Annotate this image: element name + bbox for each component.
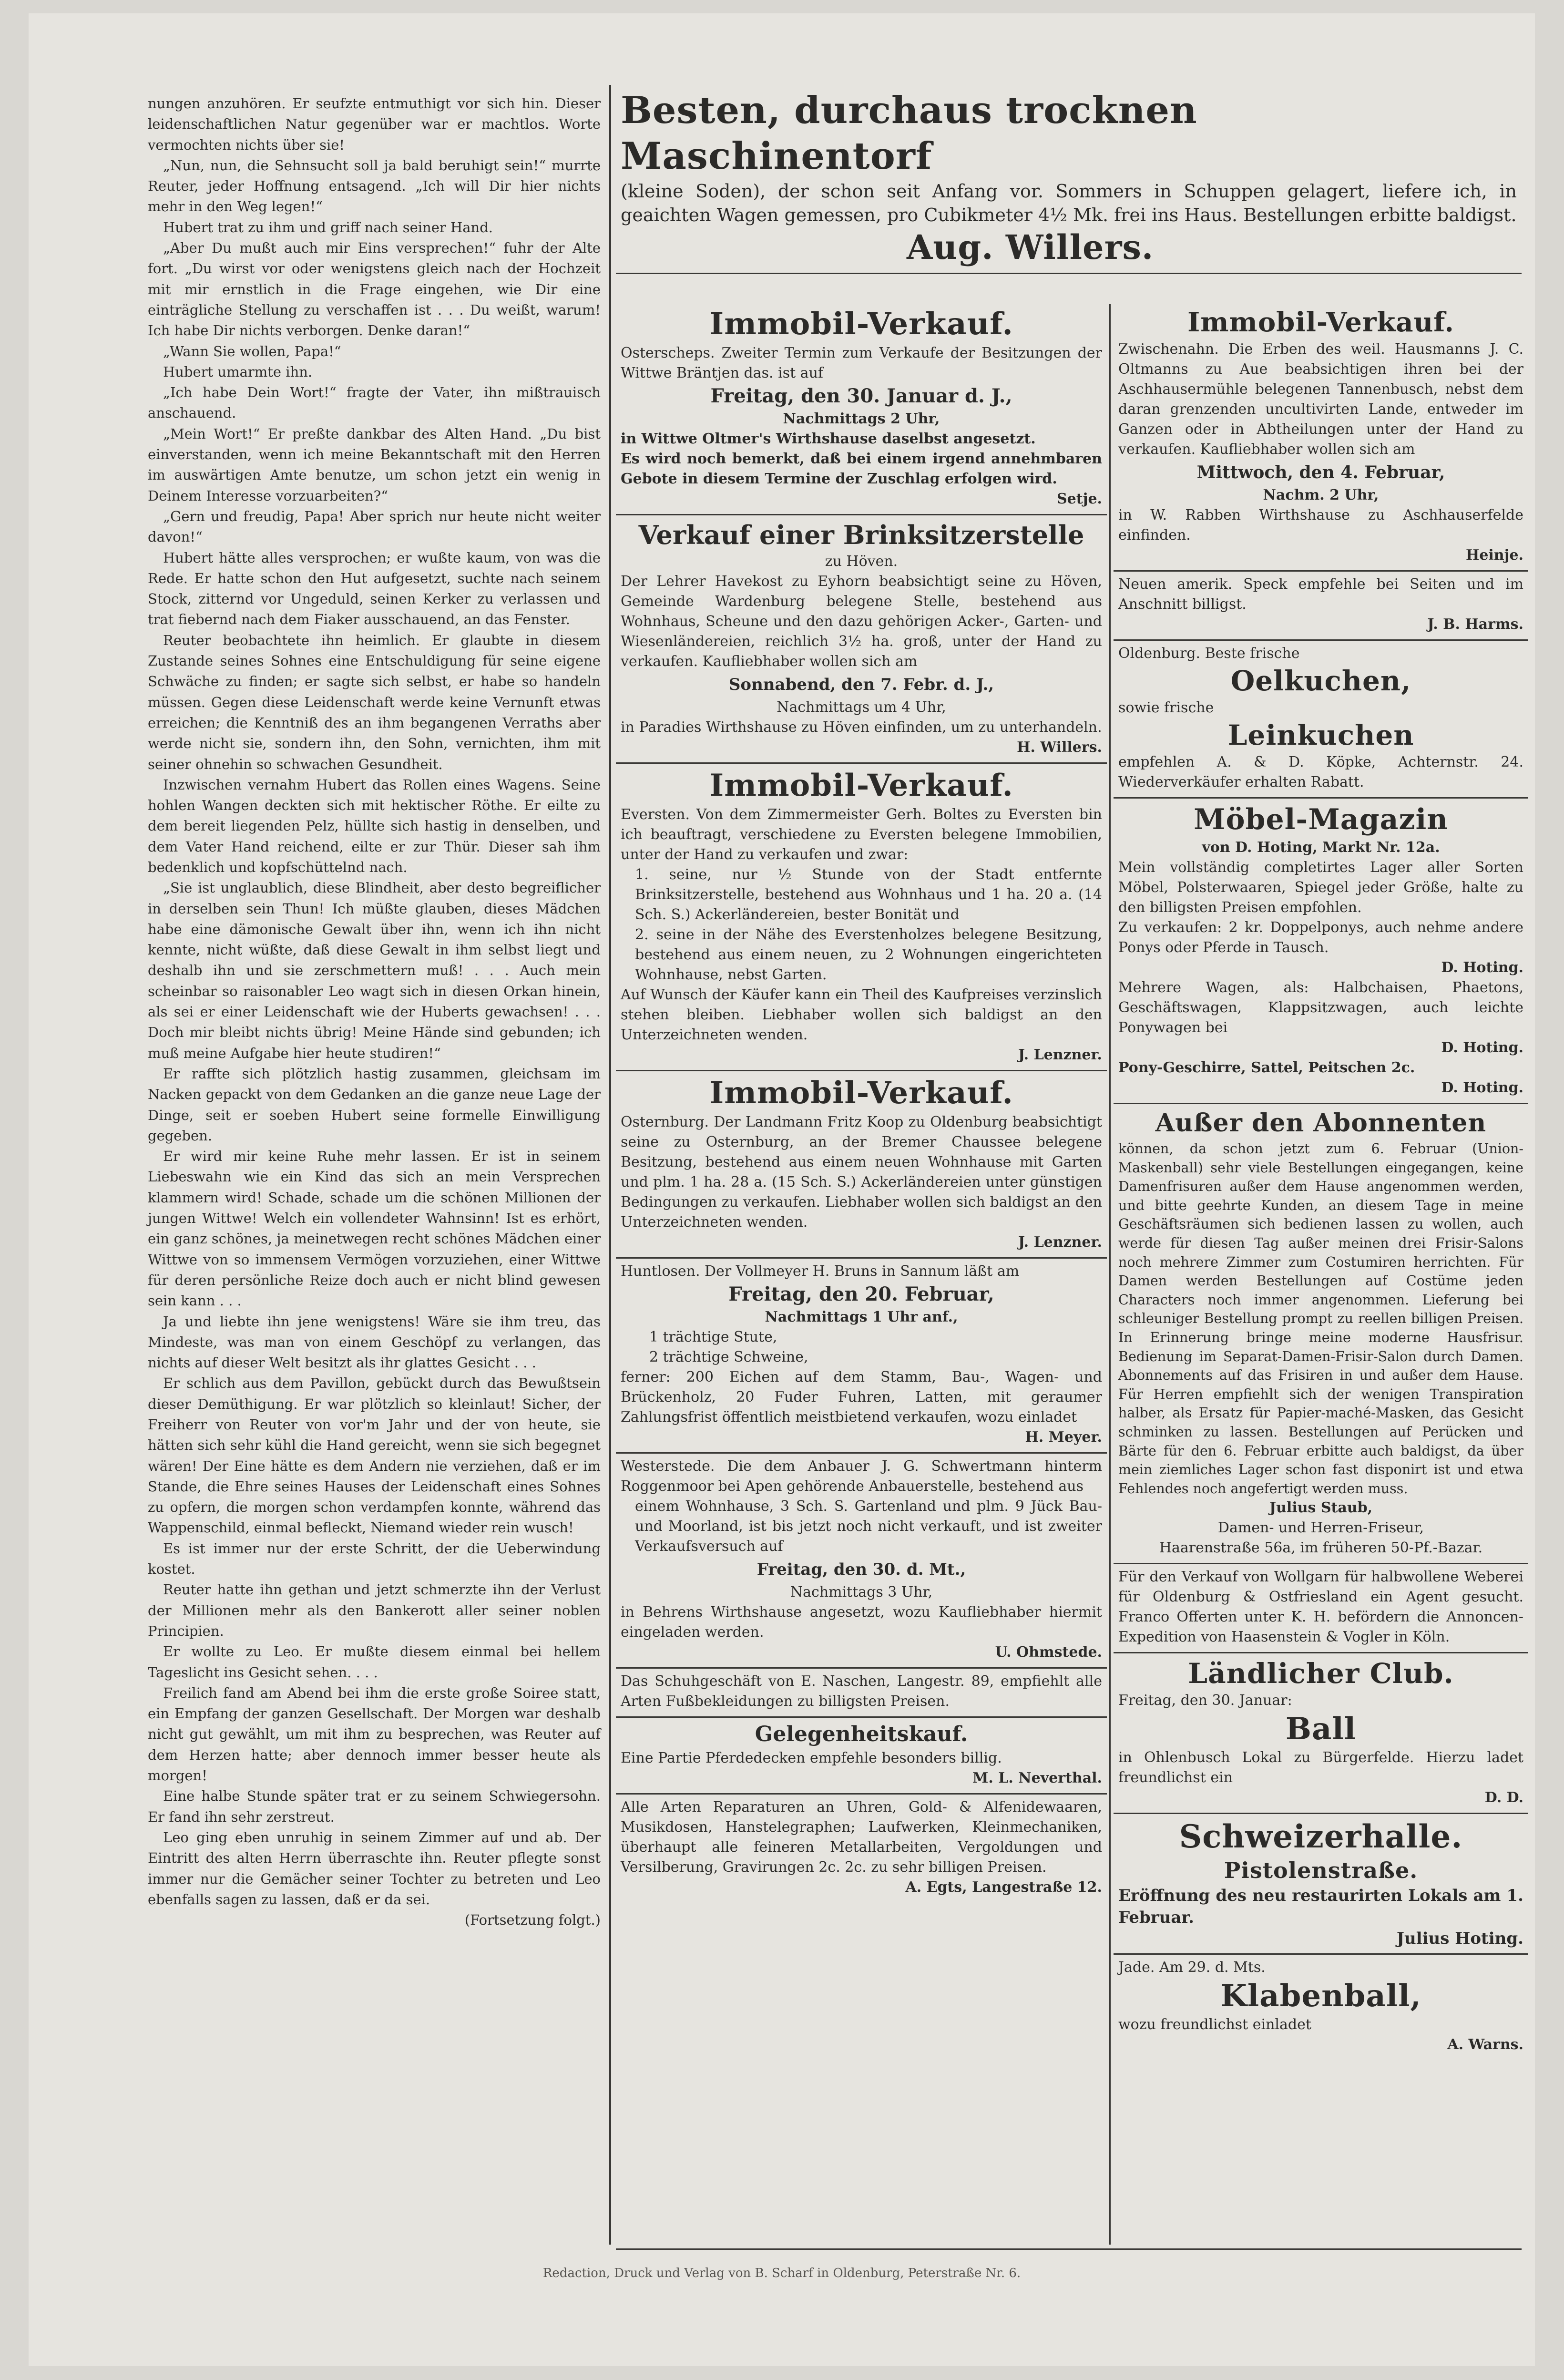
ad-time: Nachmittags 2 Uhr, <box>783 410 940 427</box>
ad-body: Eröffnung des neu restaurirten Lokals am 1. Februar. <box>1118 1886 1523 1928</box>
story-paragraph: Hubert trat zu ihm und griff nach seiner Hand. <box>163 219 493 236</box>
ad-body: Zwischenahn. Die Erben des weil. Hausmanns J. C. Oltmanns zu Aue beabsichtigen ihren bei der Aschhausermühle belegenen Tannenbusch, nebst dem daran grenzenden uncultivirten Lande, entweder im Ganzen oder in Abtheilungen unter der Hand zu verkaufen. Kaufliebhaber wollen sich am <box>1118 341 1523 458</box>
ad-body: können, da schon jetzt zum 6. Februar (Union-Maskenball) sehr viele Bestellungen eingegangen, keine Damenfrisuren außer dem Hause angenommen werden, und bitte geehrte Kunden, an diesem Tage in meine Geschäftsräumen sich bedienen lassen zu wollen, auch werde für diesen Tag außer meinen drei Frisir-Salons noch mehrere Zimmer zum Costumiren herrichten. Für Damen werden Bestellungen auf Costüme jeden Characters noch immer angenommen. Lieferung bei schleuniger Bestellung prompt zu reellen billigen Preisen. In Erinnerung bringe meine moderne Hausfrisur. Bedienung im Separat-Damen-Frisir-Salon durch Damen. Abonnements auf das Frisiren in und außer dem Hause. Für Herren empfiehlt sich der wenigen Transpiration halber, als Ersatz für Papier-maché-Masken, das Gesicht schminken zu lassen. Bestellungen auf Perücken und Bärte für den 6. Februar erbitte auch baldigst, da über mein ziemliches Lager schon fast disponirt ist und etwa Fehlendes noch angefertigt werden muss. <box>1118 1141 1523 1497</box>
ad-signature: D. D. <box>1484 1789 1523 1806</box>
ad-headline: Schweizerhalle. <box>1179 1818 1463 1856</box>
ad-lead: Westerstede. Die dem Anbauer J. G. Schwertmann hinterm Roggenmoor bei Apen gehörende Anbauerstelle, bestehend aus <box>621 1458 1102 1495</box>
ad-body: in Ohlenbusch Lokal zu Bürgerfelde. Hierzu ladet freundlichst ein <box>1118 1749 1523 1786</box>
middle-column <box>616 302 1107 1902</box>
ad-headline: Möbel-Magazin <box>1194 803 1448 836</box>
ad-note: Es wird noch bemerkt, daß bei einem irgend annehmbaren Gebote in diesem Termine der Zuschlag erfolgen wird. <box>621 451 1102 487</box>
column-rule-right <box>1109 304 1111 2245</box>
ad-headline: Verkauf einer Brinksitzerstelle <box>638 520 1084 550</box>
ad-signature: A. Warns. <box>1447 2036 1523 2053</box>
ad-signature: H. Willers. <box>1017 739 1102 756</box>
ad-klabenball <box>1114 1955 1528 2060</box>
ad-signature: A. Egts, Langestraße 12. <box>905 1879 1102 1896</box>
ad-body: Auf Wunsch der Käufer kann ein Theil des Kaufpreises verzinslich stehen bleiben. Liebhaber wollen sich baldigst an den Unterzeichneten wenden. <box>621 986 1102 1043</box>
story-paragraph: Er raffte sich plötzlich hastig zusammen, gleichsam im Nacken gepackt von dem Gedanken an die ganze neue Lage der Dinge, seit er soeben Hubert seine formelle Einwilligung gegeben. <box>148 1065 601 1144</box>
ad-headline: Leinkuchen <box>1227 719 1414 751</box>
story-paragraph: Hubert umarmte ihn. <box>163 363 313 380</box>
ad-list-item: 2 trächtige Schweine, <box>649 1349 808 1365</box>
story-paragraph: nungen anzuhören. Er seufzte entmuthigt vor sich hin. Dieser leidenschaftlichen Natur gegenüber war er machtlos. Worte vermochten nichts über sie! <box>148 95 601 153</box>
ad-huntlosen <box>616 1259 1107 1454</box>
ad-signature: Julius Hoting. <box>1396 1929 1523 1949</box>
newspaper-page <box>29 13 1535 2366</box>
ad-date: Freitag, den 30. d. Mt., <box>756 1560 966 1579</box>
ad-reparaturen <box>616 1795 1107 1902</box>
ad-body: Zu verkaufen: 2 kr. Doppelponys, auch nehme andere Ponys oder Pferde in Tausch. <box>1118 919 1523 956</box>
ad-immobil-zwischenahn <box>1114 302 1528 572</box>
ad-oelkuchen <box>1114 641 1528 799</box>
feuilleton-story <box>148 93 601 1930</box>
ad-date: Freitag, den 30. Januar d. J., <box>710 385 1012 407</box>
ad-body: Osterscheps. Zweiter Termin zum Verkaufe der Besitzungen der Wittwe Bräntjen das. ist auf <box>621 345 1102 381</box>
ad-body: Das Schuhgeschäft von E. Naschen, Langestr. 89, empfiehlt alle Arten Fußbekleidungen zu billigsten Preisen. <box>621 1673 1102 1710</box>
story-paragraph: Er wird mir keine Ruhe mehr lassen. Er ist in seinem Liebeswahn wie ein Kind das sich an mein Versprechen klammern wird! Schade, schade um die schönen Millionen der jungen Wittwe! Welch ein vollendeter Wahnsinn! Ist es erhört, ein ganz schönes, ja meinetwegen recht schönes Mädchen einer Wittwe von so immensem Vermögen vorzuziehen, einer Wittwe für deren persönliche Reize doch auch er nicht blind gewesen sein kann . . . <box>148 1148 601 1309</box>
ad-headline: Immobil-Verkauf. <box>1187 307 1454 338</box>
ad-headline: Immobil-Verkauf. <box>709 768 1013 803</box>
ad-list-item: 1. seine, nur ½ Stunde von der Stadt entfernte Brinksitzerstelle, bestehend aus Wohnhaus und 1 ha. 20 a. (14 Sch. S.) Ackerländereien, bester Bonität und <box>635 866 1102 923</box>
ad-place: in Behrens Wirthshause angesetzt, wozu Kaufliebhaber hiermit eingeladen werden. <box>621 1604 1102 1641</box>
ad-schweizerhalle <box>1114 1814 1528 1955</box>
story-paragraph: Hubert hätte alles versprochen; er wußte kaum, von was die Rede. Er hatte schon den Hut aufgesetzt, suchte nach seinem Stock, zitternd vor Ungeduld, seinen Kerker zu verlassen und trat fiebernd nach dem Fiaker ausschauend, an das Fenster. <box>148 549 601 628</box>
bottom-rule <box>616 2248 1522 2250</box>
ad-headline: Immobil-Verkauf. <box>709 306 1013 342</box>
ad-laendlicher-club <box>1114 1653 1528 1814</box>
ad-lead: Freitag, den 30. Januar: <box>1118 1692 1292 1709</box>
ad-body: ferner: 200 Eichen auf dem Stamm, Bau-, Wagen- und Brückenholz, 20 Fuder Fuhren, Latten, mit geraumer Zahlungsfrist öffentlich meistbietend verkaufen, wozu einladet <box>621 1369 1102 1426</box>
story-paragraph: „Sie ist unglaublich, diese Blindheit, aber desto begreiflicher in derselben sein Thun! Ich müßte glauben, dieses Mädchen habe eine dämonische Gewalt über ihn, wenn ich ihn nicht kennte, nicht wüßte, daß diese Gewalt in ihm selbst liegt und deshalb ihn und sie zerschmettern muß! . . . Auch mein scheinbar so raisonabler Leo wagt sich in diesen Orkan hinein, als sei er einer Leidenschaft wie der Huberts gewachsen! . . . Doch mir bleibt nichts übrig! Meine Hände sind gebunden; ich muß meine Aufgabe hier heute studiren!“ <box>148 880 601 1061</box>
ad-friseur-staub <box>1114 1104 1528 1564</box>
ad-headline: Besten, durchaus trocknen Maschinentorf <box>621 89 1197 178</box>
ad-body: Mein vollständig completirtes Lager aller Sorten Möbel, Polsterwaaren, Spiegel jeder Größe, halte zu den billigsten Preisen empfohlen. <box>1118 859 1523 916</box>
story-paragraph: „Gern und freudig, Papa! Aber sprich nur heute nicht weiter davon!“ <box>148 508 601 545</box>
story-continued: (Fortsetzung folgt.) <box>464 1912 601 1929</box>
story-paragraph: Eine halbe Stunde später trat er zu seinem Schwiegersohn. Er fand ihn sehr zerstreut. <box>148 1788 601 1825</box>
ad-subtitle: zu Höven. <box>825 553 898 570</box>
ad-lead: Oldenburg. Beste frische <box>1118 645 1300 662</box>
story-paragraph: Freilich fand am Abend bei ihm die erste große Soiree statt, ein Empfang der ganzen Gesellschaft. Der Morgen war deshalb nicht gut gewählt, um mit ihm zu besprechen, was Reuter auf dem Herzen hatte; aber dennoch immer besser heute als morgen! <box>148 1684 601 1784</box>
story-paragraph: „Mein Wort!“ Er preßte dankbar des Alten Hand. „Du bist einverstanden, wenn ich meine Bekanntschaft mit den Herren im auswärtigen Amte benutze, um schon jetzt ein wenig in Deinem Interesse vorzuarbeiten?“ <box>148 425 601 504</box>
ad-address: Haarenstraße 56a, im früheren 50-Pf.-Bazar. <box>1159 1539 1483 1557</box>
ad-date: Mittwoch, den 4. Februar, <box>1196 462 1445 482</box>
column-rule-left <box>609 85 611 2245</box>
story-paragraph: Er schlich aus dem Pavillon, gebückt durch das Bewußtsein dieser Demüthigung. Er war plötzlich so kleinlaut! Sicher, der Freiherr von Reuter von vor'm Jahr und der von heute, sie hätten sich sehr kühl die Hand gereicht, wenn sie sich begegnet wären! Der Eine hätte es dem Andern nie verziehen, daß er im Stande, die Ehre seines Hauses der Leidenschaft eines Sohnes zu opfern, die morgen schon verdampfen konnte, während das Wappenschild, einmal befleckt, Niemand wieder rein wusch! <box>148 1375 601 1536</box>
ad-gelegenheitskauf <box>616 1718 1107 1795</box>
imprint-footer: Redaction, Druck und Verlag von B. Scharf in Oldenburg, Peterstraße Nr. 6. <box>542 2266 1021 2280</box>
ad-signature: U. Ohmstede. <box>995 1644 1102 1661</box>
ad-body: sowie frische <box>1118 699 1214 716</box>
story-paragraph: Reuter hatte ihn gethan und jetzt schmerzte ihn der Verlust der Millionen mehr als den Bankerott aller seiner noblen Principien. <box>148 1581 601 1639</box>
ad-westerstede <box>616 1454 1107 1669</box>
ad-body: Für den Verkauf von Wollgarn für halbwollene Weberei für Oldenburg & Ostfriesland ein Agent gesucht. Franco Offerten unter K. H. befördern die Annoncen-Expedition von Haasenstein & Vogler in Köln. <box>1118 1569 1523 1646</box>
story-paragraph: Leo ging eben unruhig in seinem Zimmer auf und ab. Der Eintritt des alten Herrn überraschte ihn. Reuter pflegte sonst immer nur die Gemächer seiner Tochter zu betreten und Leo ebenfalls sagen zu lassen, daß er da sei. <box>148 1829 601 1908</box>
ad-list-item: 1 trächtige Stute, <box>649 1329 777 1345</box>
ad-wollgarn <box>1114 1564 1528 1653</box>
story-paragraph: Es ist immer nur der erste Schritt, der die Ueberwindung kostet. <box>148 1540 601 1578</box>
ad-speck <box>1114 572 1528 641</box>
ad-signature: J. Lenzner. <box>1018 1046 1102 1063</box>
story-paragraph: Inzwischen vernahm Hubert das Rollen eines Wagens. Seine hohlen Wangen deckten sich mit hektischer Röthe. Er eilte zu dem bereit liegenden Pelz, hüllte sich hastig in denselben, und dem Vater Hand reichend, eilte er zur Thür. Dieser sah ihm bedenklich und kopfschüttelnd nach. <box>148 776 601 875</box>
ad-date: Freitag, den 20. Februar, <box>728 1283 994 1305</box>
ad-place: in Wittwe Oltmer's Wirthshause daselbst angesetzt. <box>621 431 1036 447</box>
story-paragraph: Ja und liebte ihn jene wenigstens! Wäre sie ihm treu, das Mindeste, was man von einem Geschöpf zu verlangen, das nichts auf dieser Welt besitzt als ihr glattes Gesicht . . . <box>148 1313 601 1371</box>
ad-body: Osternburg. Der Landmann Fritz Koop zu Oldenburg beabsichtigt seine zu Osternburg, an der Bremer Chaussee belegene Besitzung, bestehend aus einem neuen Wohnhause mit Garten und plm. 1 ha. 28 a. (15 Sch. S.) Ackerländereien unter günstigen Bedingungen zu verkaufen. Liebhaber wollen sich baldigst an den Unterzeichneten wenden. <box>621 1114 1102 1231</box>
ad-signature: M. L. Neverthal. <box>972 1770 1102 1786</box>
story-paragraph: „Ich habe Dein Wort!“ fragte der Vater, ihn mißtrauisch anschauend. <box>148 384 601 421</box>
ad-headline: Ländlicher Club. <box>1188 1657 1454 1690</box>
ad-immobil-osternburg <box>616 1071 1107 1259</box>
ad-signature: D. Hoting. <box>1441 959 1523 976</box>
ad-list-item: 2. seine in der Nähe des Everstenholzes belegene Besitzung, bestehend aus einem neuen, zu 2 Wohnungen eingerichteten Wohnhause, nebst Garten. <box>635 926 1102 983</box>
ad-signature: Setje. <box>1057 491 1102 507</box>
ad-signature: D. Hoting. <box>1441 1079 1523 1096</box>
ad-body: Mehrere Wagen, als: Halbchaisen, Phaetons, Geschäftswagen, Klappsitzwagen, auch leichte Ponywagen bei <box>1118 979 1523 1036</box>
ad-signature: J. Lenzner. <box>1018 1234 1102 1251</box>
ad-place: in W. Rabben Wirthshause zu Aschhauserfelde einfinden. <box>1118 507 1523 544</box>
ad-signature: Heinje. <box>1465 547 1523 564</box>
ad-time: Nachmittags 3 Uhr, <box>790 1584 933 1600</box>
ad-signature: H. Meyer. <box>1025 1429 1102 1446</box>
ad-body: Eine Partie Pferdedecken empfehle besonders billig. <box>621 1750 1002 1766</box>
ad-place: in Paradies Wirthshause zu Höven einfinden, um zu unterhandeln. <box>621 719 1102 736</box>
story-paragraph: Reuter beobachtete ihn heimlich. Er glaubte in diesem Zustande seines Sohnes eine Entschuldigung für seine eigene Schwäche zu finden; er sagte sich selbst, er habe so handeln müssen. Gegen diese Leidenschaft werde keine Vernunft etwas erreichen; die Kenntniß des an ihm begangenen Verraths aber werde nicht sie, sondern ihn, den Sohn, vernichten, ihm mit seiner ohnehin so schwachen Gesundheit. <box>148 632 601 772</box>
right-column <box>1114 302 1528 2060</box>
ad-headline: Ball <box>1285 1711 1357 1747</box>
story-paragraph: „Nun, nun, die Sehnsucht soll ja bald beruhigt sein!“ murrte Reuter, jeder Hoffnung entsagend. „Ich will Dir hier nichts mehr in den Weg legen!“ <box>148 157 601 215</box>
ad-headline: Immobil-Verkauf. <box>709 1075 1013 1111</box>
ad-headline: Gelegenheitskauf. <box>755 1722 968 1746</box>
ad-immobil-osterscheps <box>616 302 1107 515</box>
ad-headline: Oelkuchen, <box>1230 665 1411 697</box>
ad-signature: D. Hoting. <box>1441 1039 1523 1056</box>
ad-headline: Außer den Abonnenten <box>1155 1108 1487 1138</box>
ad-body: wozu freundlichst einladet <box>1118 2016 1311 2033</box>
ad-signature: J. B. Harms. <box>1427 616 1523 633</box>
ad-moebel-magazin <box>1114 799 1528 1104</box>
ad-body: empfehlen A. & D. Köpke, Achternstr. 24. Wiederverkäufer erhalten Rabatt. <box>1118 754 1523 790</box>
ad-body: Eversten. Von dem Zimmermeister Gerh. Boltes zu Eversten bin ich beauftragt, verschiedene zu Eversten belegene Immobilien, unter der Hand zu verkaufen und zwar: <box>621 806 1102 863</box>
ad-signature: Aug. Willers. <box>907 227 1154 267</box>
story-paragraph: „Wann Sie wollen, Papa!“ <box>163 343 341 359</box>
ad-lead: von D. Hoting, Markt Nr. 12a. <box>1202 839 1440 856</box>
ad-body: Neuen amerik. Speck empfehle bei Seiten und im Anschnitt billigst. <box>1118 576 1523 613</box>
ad-brinksitzerstelle <box>616 515 1107 764</box>
ad-time: Nachmittags um 4 Uhr, <box>777 699 946 716</box>
ad-signature: Julius Staub, <box>1269 1499 1373 1517</box>
ad-body: Alle Arten Reparaturen an Uhren, Gold- & Alfenidewaaren, Musikdosen, Hanstelegraphen; Laufwerken, Kleinmechaniken, überhaupt alle feineren Metallarbeiten, Vergoldungen und Versilberung, Gravirungen 2c. 2c. zu sehr billigen Preisen. <box>621 1799 1102 1876</box>
ad-lead: Jade. Am 29. d. Mts. <box>1118 1959 1266 1976</box>
story-paragraph: „Aber Du mußt auch mir Eins versprechen!“ fuhr der Alte fort. „Du wirst vor oder wenigstens gleich nach der Hochzeit mit mir ernstlich in die Frage eingehen, wie Dir eine einträgliche Stellung zu verschaffen ist . . . Du weißt, warum! Ich habe Dir nichts verborgen. Denke daran!“ <box>148 240 601 339</box>
ad-schuhgeschaeft <box>616 1669 1107 1718</box>
ad-time: Nachmittags 1 Uhr anf., <box>765 1309 958 1325</box>
story-paragraph: Er wollte zu Leo. Er mußte diesem einmal bei hellem Tageslicht ins Gesicht sehen. . . . <box>148 1643 601 1681</box>
ad-subtitle: Damen- und Herren-Friseur, <box>1217 1519 1424 1537</box>
ad-lead: Huntlosen. Der Vollmeyer H. Bruns in Sannum läßt am <box>621 1263 1020 1280</box>
ad-subtitle: Pistolenstraße. <box>1224 1857 1418 1884</box>
top-ad-maschinentorf <box>616 85 1522 274</box>
ad-immobil-eversten <box>616 764 1107 1071</box>
ad-time: Nachm. 2 Uhr, <box>1263 487 1379 503</box>
ad-body: einem Wohnhause, 3 Sch. S. Gartenland und plm. 9 Jück Bau- und Moorland, ist bis jetzt noch nicht verkauft, und ist zweiter Verkaufsversuch auf <box>635 1498 1102 1555</box>
ad-headline: Klabenball, <box>1220 1978 1421 2014</box>
ad-date: Sonnabend, den 7. Febr. d. J., <box>728 675 994 694</box>
ad-body: Pony-Geschirre, Sattel, Peitschen 2c. <box>1118 1059 1415 1076</box>
ad-body: Der Lehrer Havekost zu Eyhorn beabsichtigt seine zu Höven, Gemeinde Wardenburg belegene Stelle, bestehend aus Wohnhaus, Scheune und den dazu gehörigen Acker-, Garten- und Wiesenländereien, reichlich 3½ ha. groß, unter der Hand zu verkaufen. Kaufliebhaber wollen sich am <box>621 573 1102 670</box>
ad-body: (kleine Soden), der schon seit Anfang vor. Sommers in Schuppen gelagert, liefere ich, in geaichten Wagen gemessen, pro Cubikmeter 4½ Mk. frei ins Haus. Bestellungen erbitte baldigst. <box>621 181 1517 226</box>
